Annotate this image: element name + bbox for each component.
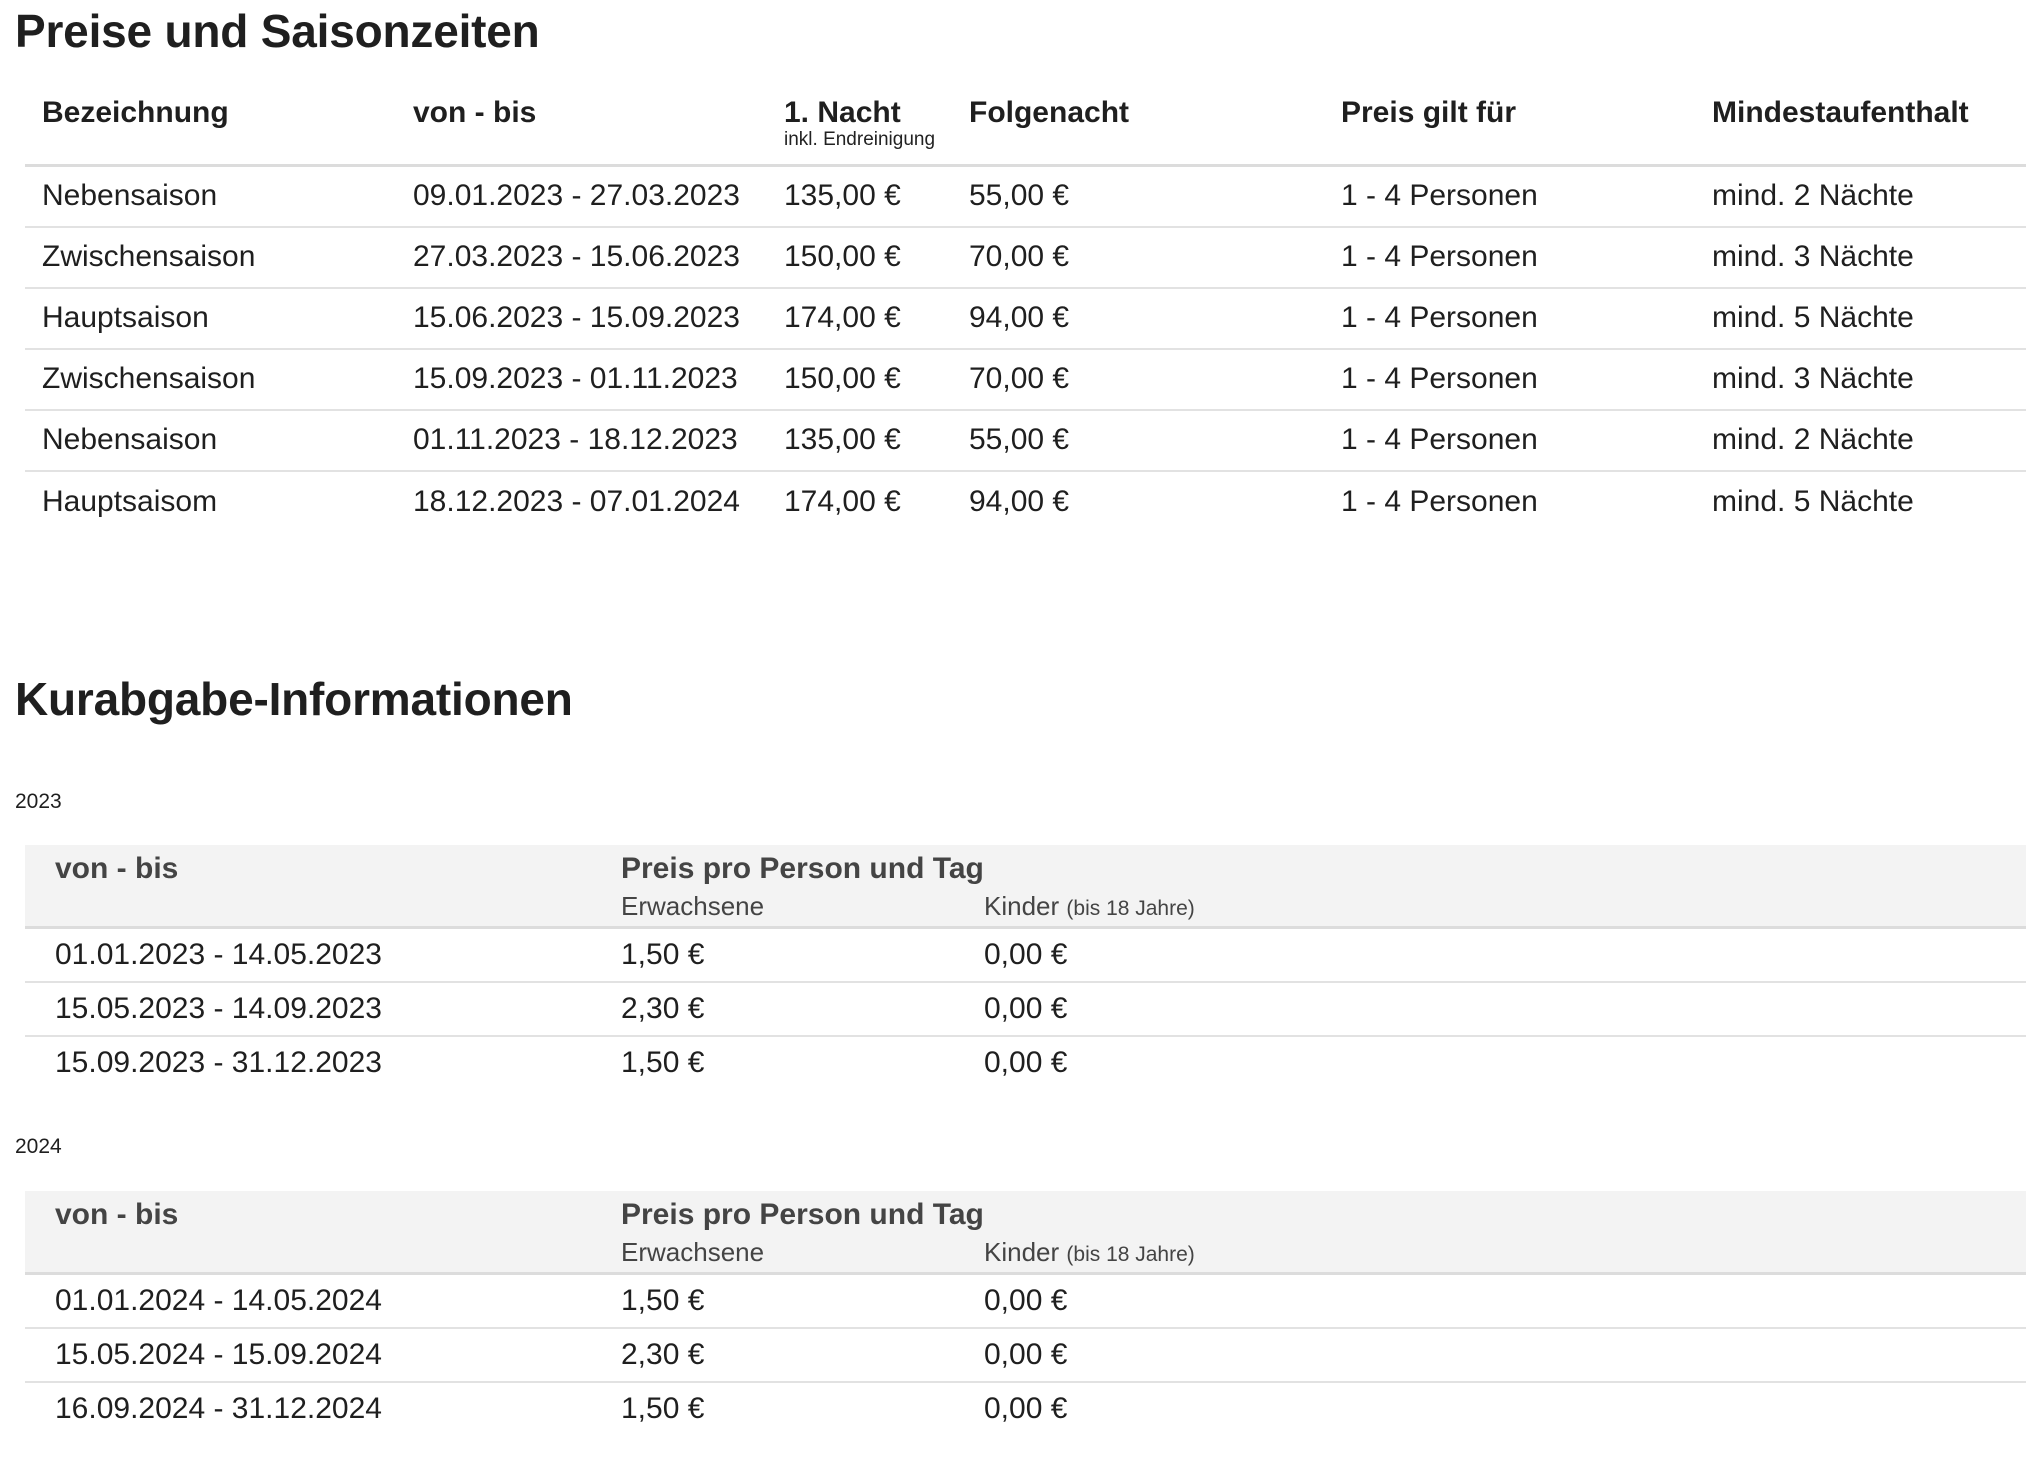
cell-children: 0,00 € [984,1283,1068,1317]
cell-prices [591,1382,2026,1436]
table-row [25,349,2026,410]
cell-prices [591,1274,2026,1328]
cell-first-night: 150,00 € [784,240,901,273]
col-header-children-group [984,1235,1195,1272]
cell-persons: 1 - 4 Personen [1341,362,1538,395]
col-header-folgenacht: Folgenacht [969,96,1130,129]
cell-min-stay: mind. 3 Nächte [1712,362,1914,395]
table-row [25,166,2026,227]
table-row [25,1274,2026,1328]
cell-period: 15.05.2023 - 14.09.2023 [55,991,382,1025]
table-row [25,288,2026,349]
cell-first-night: 174,00 € [784,484,901,518]
cell-prices [591,928,2026,982]
col-header-children-group [984,889,1195,926]
section-title-preise: Preise und Saisonzeiten [15,5,540,57]
cell-min-stay: mind. 5 Nächte [1712,301,1914,334]
cell-period: 18.12.2023 - 07.01.2024 [413,484,740,518]
col-header-price-per: Preis pro Person und Tag [621,852,984,885]
col-header-children: Kinder [984,1237,1060,1267]
col-header-preis-gilt-fuer: Preis gilt für [1341,96,1517,129]
cell-first-night: 174,00 € [784,301,901,334]
table-row [25,410,2026,471]
col-header-erste-nacht [767,84,952,166]
cell-prices [591,1328,2026,1382]
col-header-price-per: Preis pro Person und Tag [621,1198,984,1231]
cell-name: Hauptsaisom [42,484,218,518]
cell-next-night: 70,00 € [969,362,1070,395]
cell-next-night: 70,00 € [969,240,1070,273]
year-label-2023: 2023 [15,790,62,813]
cell-first-night: 135,00 € [784,179,901,213]
cell-period: 15.06.2023 - 15.09.2023 [413,301,740,334]
col-header-von-bis-label: von - bis [55,852,179,885]
cell-name: Zwischensaison [42,362,256,395]
price-table [25,84,2026,532]
cell-min-stay: mind. 3 Nächte [1712,240,1914,273]
cell-period: 09.01.2023 - 27.03.2023 [413,179,740,213]
cell-children: 0,00 € [984,937,1068,971]
cell-persons: 1 - 4 Personen [1341,240,1538,273]
table-row [25,471,2026,532]
cell-period: 01.01.2024 - 14.05.2024 [55,1283,382,1317]
col-subheaders [621,1235,2026,1272]
cell-period: 15.09.2023 - 31.12.2023 [55,1046,382,1079]
kurabgabe-table-2023 [25,845,2026,1090]
cell-persons: 1 - 4 Personen [1341,484,1538,518]
cell-children: 0,00 € [984,991,1068,1025]
col-header-price-group [591,1191,2026,1274]
cell-name: Hauptsaison [42,301,209,334]
cell-period: 15.09.2023 - 01.11.2023 [413,362,738,395]
cell-min-stay: mind. 2 Nächte [1712,179,1914,213]
kurabgabe-table-2024 [25,1191,2026,1436]
col-header-erste-nacht-sub: inkl. Endreinigung [784,129,936,150]
table-row [25,227,2026,288]
table-row [25,982,2026,1036]
cell-period: 16.09.2024 - 31.12.2024 [55,1392,382,1425]
cell-period: 01.11.2023 - 18.12.2023 [413,423,738,456]
col-header-adults: Erwachsene [621,1237,765,1267]
col-header-von-bis [25,1191,591,1274]
cell-adults: 2,30 € [621,991,705,1025]
cell-adults: 1,50 € [621,1283,705,1317]
table-row [25,1382,2026,1436]
cell-period: 01.01.2023 - 14.05.2023 [55,937,382,971]
cell-next-night: 94,00 € [969,484,1070,518]
col-header-von-bis: von - bis [413,96,537,129]
cell-children: 0,00 € [984,1337,1068,1371]
cell-min-stay: mind. 5 Nächte [1712,484,1914,518]
cell-adults: 1,50 € [621,1392,705,1425]
cell-name: Zwischensaison [42,240,256,273]
table-row [25,928,2026,982]
cell-persons: 1 - 4 Personen [1341,423,1538,456]
col-header-bezeichnung: Bezeichnung [42,96,229,129]
cell-persons: 1 - 4 Personen [1341,301,1538,334]
table-row [25,1036,2026,1090]
cell-prices [591,982,2026,1036]
cell-children: 0,00 € [984,1392,1068,1425]
kurabgabe-table-header [25,845,2026,928]
col-header-mindestaufenthalt: Mindestaufenthalt [1712,96,1969,129]
price-table-header [25,84,2026,166]
cell-name: Nebensaison [42,179,218,213]
cell-first-night: 150,00 € [784,362,901,395]
cell-children: 0,00 € [984,1046,1068,1079]
col-header-children: Kinder [984,891,1060,921]
cell-adults: 1,50 € [621,937,705,971]
cell-first-night: 135,00 € [784,423,901,456]
cell-persons: 1 - 4 Personen [1341,179,1538,213]
kurabgabe-table-header [25,1191,2026,1274]
cell-period: 15.05.2024 - 15.09.2024 [55,1337,382,1371]
col-header-adults: Erwachsene [621,891,765,921]
col-header-erste-nacht-label: 1. Nacht [784,96,901,129]
cell-adults: 2,30 € [621,1337,705,1371]
col-subheaders [621,889,2026,926]
col-header-children-note: (bis 18 Jahre) [1066,897,1195,920]
table-row [25,1328,2026,1382]
col-header-price-group [591,845,2026,928]
cell-next-night: 94,00 € [969,301,1070,334]
col-header-children-note: (bis 18 Jahre) [1066,1243,1195,1266]
cell-adults: 1,50 € [621,1046,705,1079]
cell-next-night: 55,00 € [969,423,1070,456]
cell-min-stay: mind. 2 Nächte [1712,423,1914,456]
cell-name: Nebensaison [42,423,218,456]
section-title-kurabgabe: Kurabgabe-Informationen [15,673,573,725]
year-label-2024: 2024 [15,1135,62,1158]
col-header-von-bis-label: von - bis [55,1198,179,1231]
col-header-von-bis [25,845,591,928]
cell-prices [591,1036,2026,1090]
cell-next-night: 55,00 € [969,179,1070,213]
cell-period: 27.03.2023 - 15.06.2023 [413,240,740,273]
